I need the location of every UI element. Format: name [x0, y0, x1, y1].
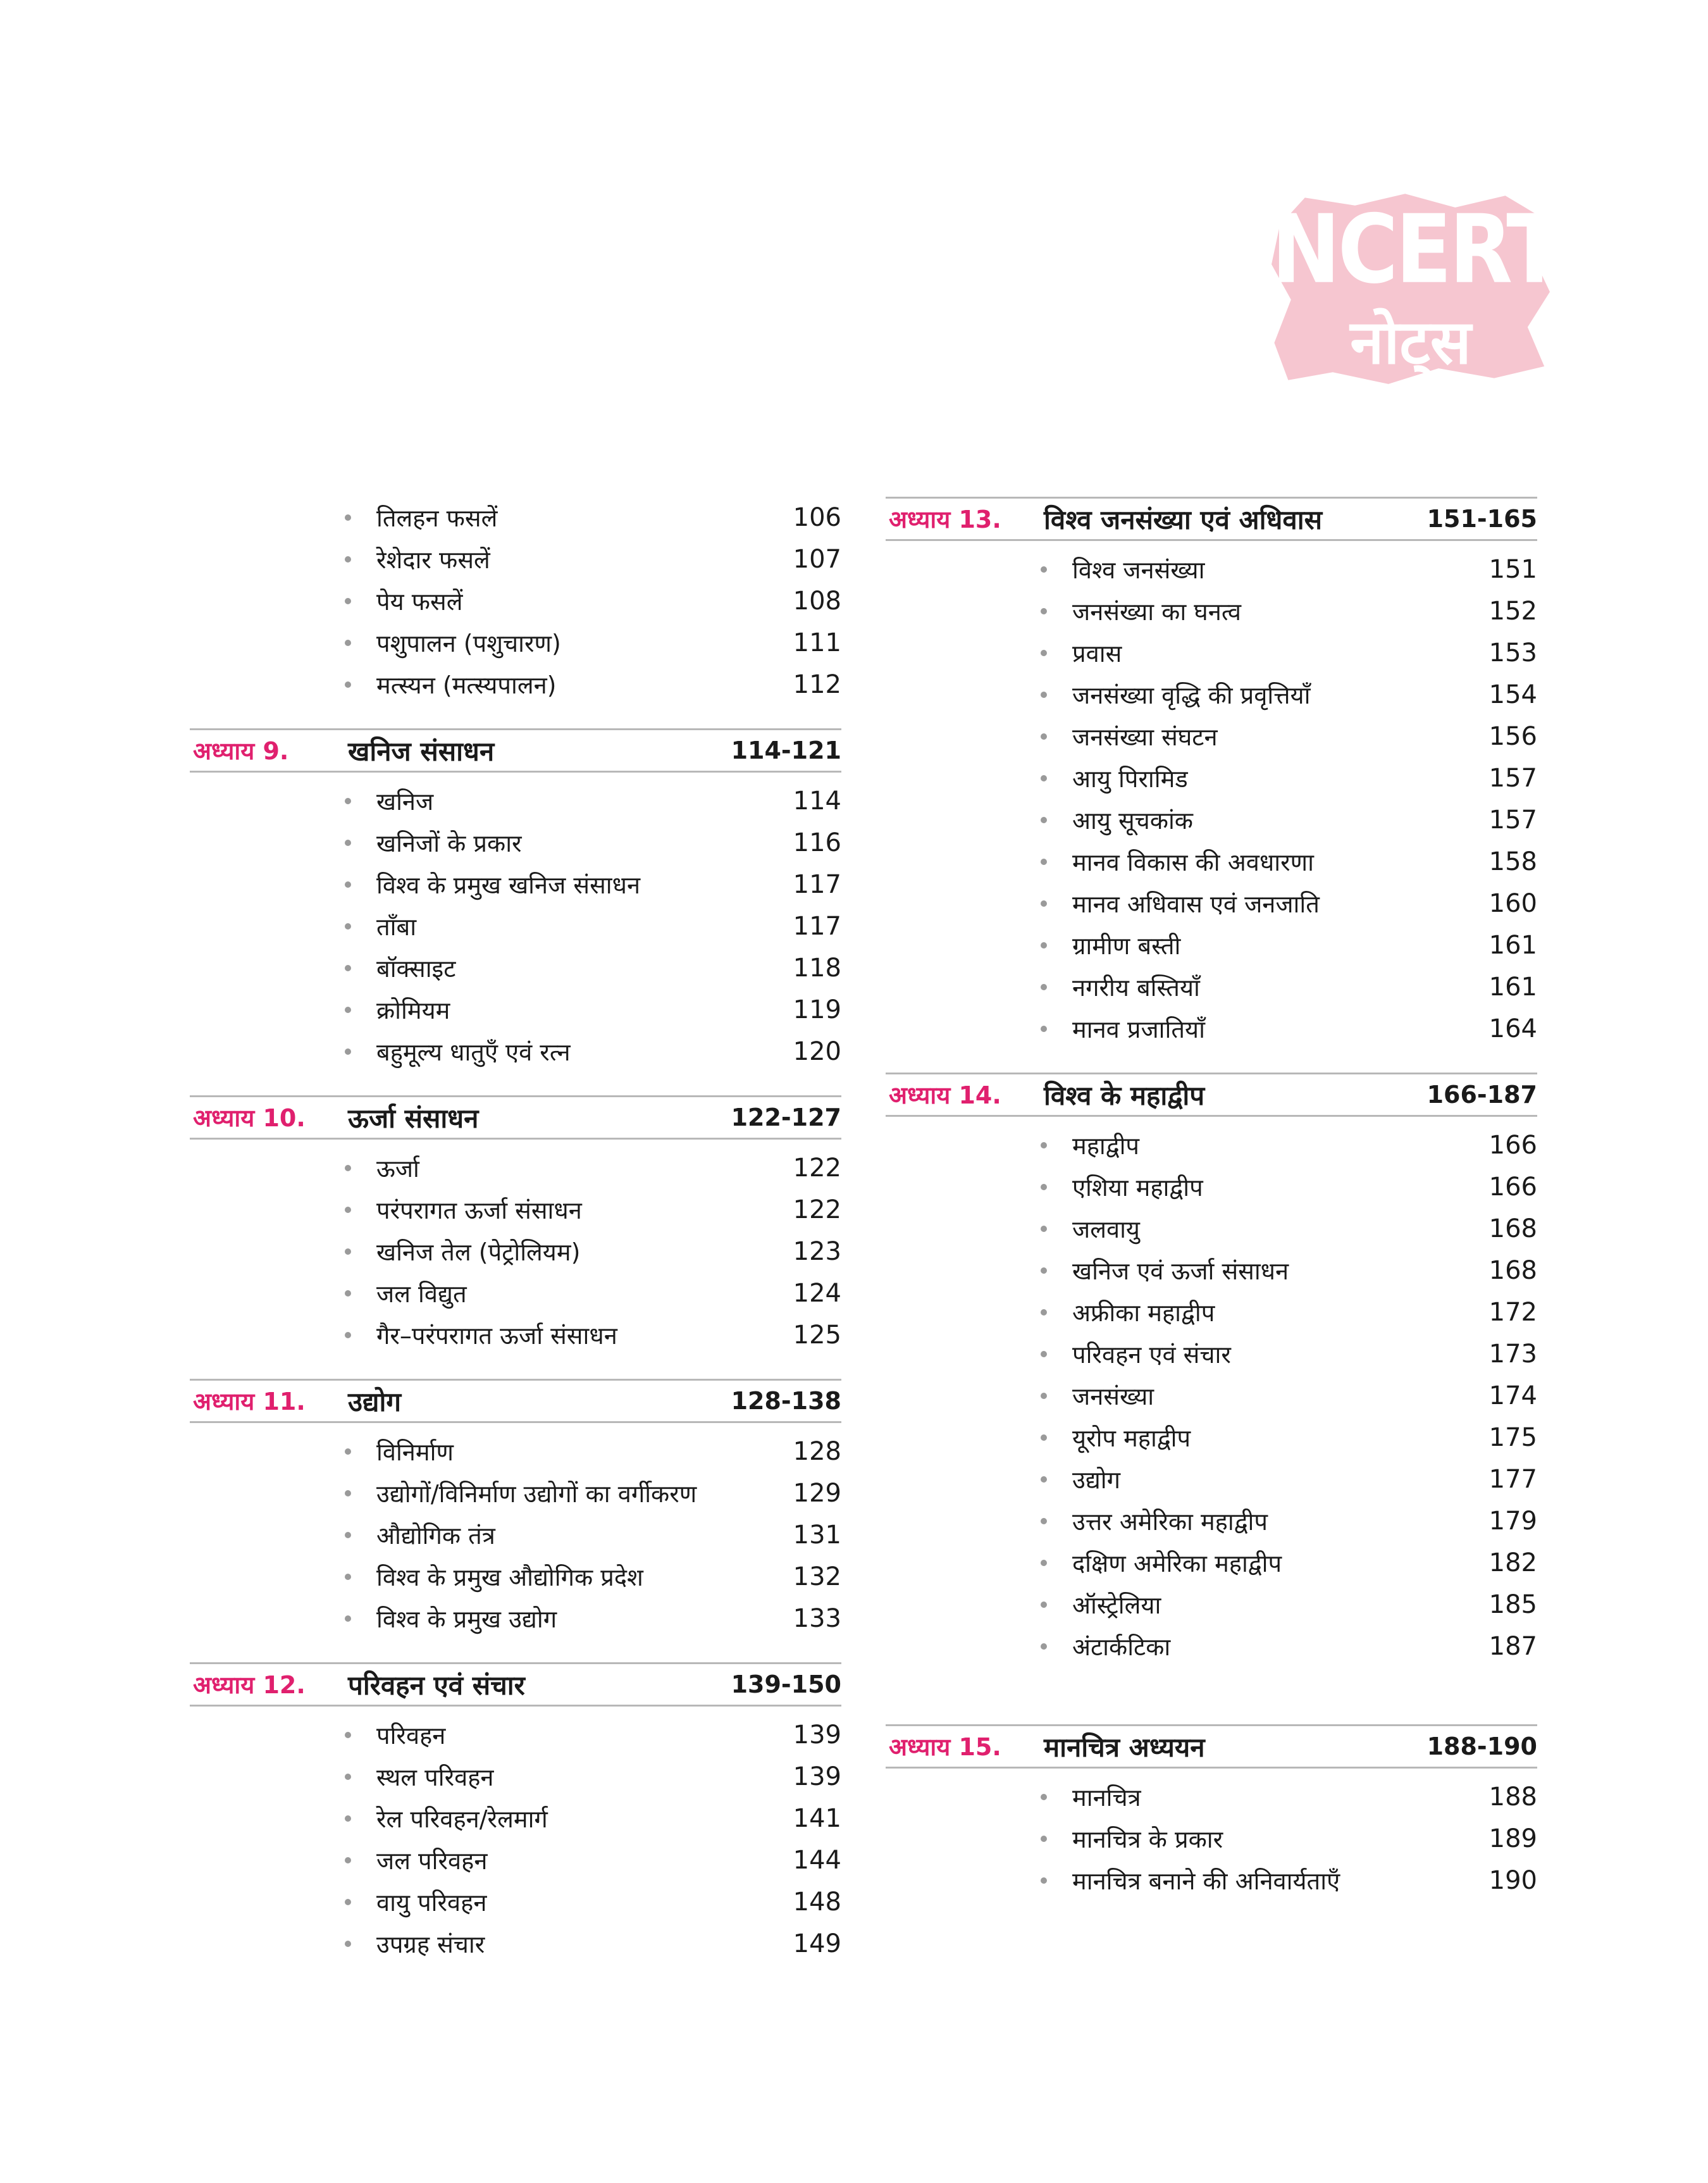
entry-page-number: 118 — [793, 954, 841, 983]
toc-entry — [886, 1818, 1537, 1860]
bullet-icon — [1041, 942, 1047, 948]
toc-entry — [886, 1500, 1537, 1542]
bullet-icon — [345, 598, 351, 604]
toc-entry — [886, 590, 1537, 632]
bullet-icon — [345, 1615, 351, 1622]
toc-entry — [190, 1031, 841, 1073]
chapter-title: विश्व जनसंख्या एवं अधिवास — [1044, 504, 1322, 535]
entry-title: जनसंख्या — [1072, 1383, 1154, 1410]
entry-title: परंपरागत ऊर्जा संसाधन — [376, 1197, 582, 1224]
entry-title: जलवायु — [1072, 1216, 1140, 1243]
toc-entry — [190, 1272, 841, 1314]
bullet-icon — [345, 923, 351, 930]
entry-title: खनिज एवं ऊर्जा संसाधन — [1072, 1257, 1289, 1285]
bullet-icon — [1041, 1351, 1047, 1357]
toc-entry — [190, 1714, 841, 1756]
bullet-icon — [1041, 1601, 1047, 1608]
bullet-icon — [1041, 692, 1047, 698]
entry-page-number: 152 — [1488, 597, 1537, 626]
entry-title: विश्व के प्रमुख उद्योग — [376, 1605, 557, 1633]
entry-title: आयु सूचकांक — [1072, 807, 1193, 835]
entry-title: तिलहन फसलें — [376, 504, 498, 532]
entry-title: रेशेदार फसलें — [376, 546, 490, 574]
toc-entry — [190, 538, 841, 580]
bullet-icon — [345, 1490, 351, 1496]
toc-entry — [886, 716, 1537, 757]
entry-title: जल विद्युत — [376, 1280, 467, 1308]
entry-page-number: 154 — [1488, 680, 1537, 709]
toc-entry — [190, 905, 841, 947]
chapter-number: अध्याय 15. — [889, 1733, 1001, 1761]
entry-title: ग्रामीण बस्ती — [1072, 932, 1181, 960]
entry-page-number: 112 — [793, 670, 841, 699]
bullet-icon — [345, 1207, 351, 1213]
toc-entry — [886, 1542, 1537, 1584]
toc-entry — [886, 924, 1537, 966]
toc-entry — [190, 1923, 841, 1965]
entry-title: मानचित्र — [1072, 1784, 1141, 1812]
entry-title: खनिज तेल (पेट्रोलियम) — [376, 1238, 581, 1266]
toc-entry — [886, 1417, 1537, 1458]
bullet-icon — [345, 1290, 351, 1297]
chapter-page-range: 128-138 — [731, 1387, 841, 1415]
chapter-page-range: 139-150 — [731, 1670, 841, 1698]
toc-entry — [190, 989, 841, 1031]
entry-title: अंटार्कटिका — [1072, 1633, 1171, 1661]
logo-text-hindi: नोट्स — [1350, 307, 1471, 378]
chapter-number: अध्याय 14. — [889, 1081, 1001, 1109]
toc-entry — [190, 1189, 841, 1231]
entry-page-number: 157 — [1488, 805, 1537, 835]
entry-title: परिवहन एवं संचार — [1072, 1341, 1231, 1369]
bullet-icon — [1041, 817, 1047, 823]
bullet-icon — [1041, 1267, 1047, 1274]
entry-title: विश्व के प्रमुख औद्योगिक प्रदेश — [376, 1564, 643, 1591]
chapter-title: उद्योग — [348, 1386, 402, 1417]
bullet-icon — [345, 798, 351, 804]
entry-page-number: 119 — [793, 995, 841, 1024]
toc-entry — [886, 1375, 1537, 1417]
toc-entry — [190, 1598, 841, 1639]
bullet-icon — [345, 1774, 351, 1780]
toc-entry — [886, 966, 1537, 1008]
entry-page-number: 179 — [1488, 1507, 1537, 1536]
entry-title: उत्तर अमेरिका महाद्वीप — [1072, 1508, 1268, 1536]
entry-page-number: 124 — [793, 1279, 841, 1308]
entry-title: मानव विकास की अवधारणा — [1072, 849, 1314, 876]
bullet-icon — [345, 556, 351, 563]
bullet-icon — [345, 1574, 351, 1580]
entry-page-number: 123 — [793, 1237, 841, 1266]
toc-left-column — [190, 497, 841, 1965]
toc-entry — [886, 632, 1537, 674]
bullet-icon — [1041, 1309, 1047, 1315]
ncert-notes-logo — [1272, 190, 1560, 386]
entry-page-number: 157 — [1488, 764, 1537, 793]
entry-page-number: 122 — [793, 1195, 841, 1224]
bullet-icon — [345, 1165, 351, 1171]
entry-title: पशुपालन (पशुचारण) — [376, 630, 561, 657]
chapter-heading — [886, 1724, 1537, 1769]
toc-entry — [886, 1626, 1537, 1667]
bullet-icon — [345, 1941, 351, 1947]
entry-title: परिवहन — [376, 1722, 446, 1750]
bullet-icon — [1041, 859, 1047, 865]
entry-title: औद्योगिक तंत्र — [376, 1522, 495, 1550]
bullet-icon — [1041, 1434, 1047, 1441]
bullet-icon — [1041, 1560, 1047, 1566]
toc-entry — [886, 1208, 1537, 1250]
entry-page-number: 139 — [793, 1762, 841, 1791]
chapter-page-range: 166-187 — [1426, 1081, 1537, 1109]
bullet-icon — [1041, 1393, 1047, 1399]
entry-page-number: 148 — [793, 1888, 841, 1917]
chapter-page-range: 151-165 — [1426, 505, 1537, 533]
toc-entry — [886, 674, 1537, 716]
entry-title: ऊर्जा — [376, 1155, 419, 1183]
toc-entry — [886, 1291, 1537, 1333]
chapter-number: अध्याय 12. — [193, 1671, 306, 1699]
entry-page-number: 156 — [1488, 722, 1537, 751]
bullet-icon — [1041, 1794, 1047, 1800]
toc-entry — [886, 1250, 1537, 1291]
bullet-icon — [1041, 1836, 1047, 1842]
entry-title: प्रवास — [1072, 640, 1122, 668]
chapter-number: अध्याय 10. — [193, 1104, 306, 1132]
bullet-icon — [345, 1815, 351, 1822]
bullet-icon — [1041, 984, 1047, 990]
entry-title: उद्योगों/विनिर्माण उद्योगों का वर्गीकरण — [376, 1480, 697, 1508]
entry-page-number: 182 — [1488, 1548, 1537, 1577]
chapter-page-range: 114-121 — [731, 737, 841, 764]
toc-right-column — [886, 497, 1537, 1901]
bullet-icon — [1041, 733, 1047, 740]
entry-page-number: 111 — [793, 628, 841, 657]
entry-title: नगरीय बस्तियाँ — [1072, 974, 1200, 1002]
toc-entry — [886, 883, 1537, 924]
entry-page-number: 188 — [1488, 1782, 1537, 1812]
bullet-icon — [345, 840, 351, 846]
bullet-icon — [1041, 1643, 1047, 1650]
entry-page-number: 172 — [1488, 1298, 1537, 1327]
entry-page-number: 185 — [1488, 1590, 1537, 1619]
toc-entry — [190, 1314, 841, 1356]
toc-entry — [190, 947, 841, 989]
chapter-title: विश्व के महाद्वीप — [1044, 1079, 1205, 1111]
bullet-icon — [1041, 1226, 1047, 1232]
entry-page-number: 173 — [1488, 1340, 1537, 1369]
bullet-icon — [345, 1448, 351, 1455]
toc-entry — [190, 664, 841, 706]
entry-page-number: 166 — [1488, 1131, 1537, 1160]
toc-entry — [190, 1472, 841, 1514]
entry-title: दक्षिण अमेरिका महाद्वीप — [1072, 1550, 1282, 1577]
entry-title: ऑस्ट्रेलिया — [1072, 1591, 1161, 1619]
entry-page-number: 174 — [1488, 1381, 1537, 1410]
bullet-icon — [345, 681, 351, 688]
bullet-icon — [1041, 1518, 1047, 1524]
bullet-icon — [345, 1857, 351, 1863]
bullet-icon — [1041, 1026, 1047, 1032]
bullet-icon — [345, 1332, 351, 1338]
chapter-title: ऊर्जा संसाधन — [348, 1102, 479, 1134]
toc-entry — [190, 622, 841, 664]
chapter-heading — [190, 1095, 841, 1140]
entry-title: जनसंख्या संघटन — [1072, 723, 1218, 751]
bullet-icon — [1041, 900, 1047, 907]
entry-title: एशिया महाद्वीप — [1072, 1174, 1203, 1202]
bullet-icon — [345, 640, 351, 646]
entry-page-number: 117 — [793, 870, 841, 899]
toc-entry — [190, 580, 841, 622]
entry-title: उपग्रह संचार — [376, 1931, 485, 1958]
entry-page-number: 106 — [793, 503, 841, 532]
entry-page-number: 133 — [793, 1604, 841, 1633]
entry-title: जनसंख्या वृद्धि की प्रवृत्तियाँ — [1072, 681, 1311, 709]
toc-entry — [190, 1556, 841, 1598]
entry-page-number: 175 — [1488, 1423, 1537, 1452]
entry-title: विश्व के प्रमुख खनिज संसाधन — [376, 871, 641, 899]
bullet-icon — [1041, 1877, 1047, 1884]
chapter-number: अध्याय 11. — [193, 1388, 306, 1415]
entry-page-number: 166 — [1488, 1172, 1537, 1202]
toc-entry — [886, 1166, 1537, 1208]
entry-page-number: 128 — [793, 1437, 841, 1466]
bullet-icon — [345, 965, 351, 971]
chapter-heading — [190, 1379, 841, 1423]
entry-page-number: 131 — [793, 1521, 841, 1550]
entry-title: मानव प्रजातियाँ — [1072, 1016, 1205, 1043]
entry-title: मानचित्र बनाने की अनिवार्यताएँ — [1072, 1867, 1340, 1895]
entry-page-number: 153 — [1488, 638, 1537, 668]
bullet-icon — [345, 1048, 351, 1055]
entry-title: अफ्रीका महाद्वीप — [1072, 1299, 1215, 1327]
entry-page-number: 158 — [1488, 847, 1537, 876]
entry-page-number: 161 — [1488, 973, 1537, 1002]
toc-entry — [190, 780, 841, 822]
chapter-heading — [190, 1662, 841, 1707]
entry-page-number: 161 — [1488, 931, 1537, 960]
toc-entry — [886, 1008, 1537, 1050]
entry-title: आयु पिरामिड — [1072, 765, 1188, 793]
chapter-title: खनिज संसाधन — [348, 735, 495, 767]
entry-title: बॉक्साइट — [376, 955, 456, 983]
toc-entry — [190, 1147, 841, 1189]
entry-title: बहुमूल्य धातुएँ एवं रत्न — [376, 1038, 571, 1066]
chapter-number: अध्याय 9. — [193, 737, 289, 765]
entry-page-number: 129 — [793, 1479, 841, 1508]
bullet-icon — [345, 514, 351, 521]
toc-entry — [190, 1514, 841, 1556]
bullet-icon — [1041, 1142, 1047, 1148]
entry-title: खनिजों के प्रकार — [376, 830, 522, 857]
entry-page-number: 122 — [793, 1154, 841, 1183]
chapter-heading — [886, 497, 1537, 541]
entry-title: रेल परिवहन/रेलमार्ग — [376, 1805, 548, 1833]
entry-title: वायु परिवहन — [376, 1889, 487, 1917]
bullet-icon — [345, 1732, 351, 1738]
entry-title: उद्योग — [1072, 1466, 1121, 1494]
bullet-icon — [345, 881, 351, 888]
bullet-icon — [1041, 1476, 1047, 1483]
toc-entry — [190, 822, 841, 864]
entry-page-number: 189 — [1488, 1824, 1537, 1853]
entry-page-number: 177 — [1488, 1465, 1537, 1494]
bullet-icon — [1041, 566, 1047, 573]
bullet-icon — [1041, 608, 1047, 614]
toc-entry — [190, 1431, 841, 1472]
entry-title: मानव अधिवास एवं जनजाति — [1072, 890, 1320, 918]
entry-page-number: 168 — [1488, 1214, 1537, 1243]
toc-entry — [190, 1839, 841, 1881]
toc-entry — [190, 1798, 841, 1839]
chapter-number: अध्याय 13. — [889, 506, 1001, 533]
entry-page-number: 190 — [1488, 1866, 1537, 1895]
bullet-icon — [1041, 775, 1047, 781]
logo-text-english: NCERT — [1272, 194, 1560, 305]
toc-entry — [886, 1458, 1537, 1500]
toc-entry — [886, 1333, 1537, 1375]
entry-title: स्थल परिवहन — [376, 1763, 494, 1791]
entry-page-number: 164 — [1488, 1014, 1537, 1043]
bullet-icon — [345, 1007, 351, 1013]
entry-title: क्रोमियम — [376, 997, 450, 1024]
toc-entry — [190, 1881, 841, 1923]
entry-title: पेय फसलें — [376, 588, 463, 616]
entry-page-number: 116 — [793, 828, 841, 857]
entry-title: खनिज — [376, 788, 434, 816]
entry-page-number: 151 — [1488, 555, 1537, 584]
entry-page-number: 120 — [793, 1037, 841, 1066]
entry-title: जल परिवहन — [376, 1847, 488, 1875]
chapter-page-range: 122-127 — [731, 1104, 841, 1131]
entry-page-number: 149 — [793, 1929, 841, 1958]
toc-entry — [886, 841, 1537, 883]
toc-entry — [190, 864, 841, 905]
entry-page-number: 160 — [1488, 889, 1537, 918]
toc-entry — [190, 497, 841, 538]
bullet-icon — [1041, 1184, 1047, 1190]
entry-page-number: 108 — [793, 587, 841, 616]
entry-title: ताँबा — [376, 913, 417, 941]
toc-entry — [886, 757, 1537, 799]
chapter-page-range: 188-190 — [1426, 1732, 1537, 1760]
toc-entry — [886, 549, 1537, 590]
chapter-heading — [886, 1073, 1537, 1117]
entry-page-number: 141 — [793, 1804, 841, 1833]
bullet-icon — [345, 1532, 351, 1538]
toc-entry — [886, 1860, 1537, 1901]
entry-page-number: 144 — [793, 1846, 841, 1875]
bullet-icon — [1041, 650, 1047, 656]
entry-title: यूरोप महाद्वीप — [1072, 1424, 1191, 1452]
entry-title: मानचित्र के प्रकार — [1072, 1825, 1223, 1853]
entry-page-number: 114 — [793, 787, 841, 816]
entry-title: महाद्वीप — [1072, 1132, 1140, 1160]
toc-entry — [886, 1584, 1537, 1626]
entry-page-number: 132 — [793, 1562, 841, 1591]
entry-title: जनसंख्या का घनत्व — [1072, 598, 1242, 626]
entry-title: गैर–परंपरागत ऊर्जा संसाधन — [376, 1322, 617, 1350]
entry-page-number: 139 — [793, 1720, 841, 1750]
toc-entry — [190, 1231, 841, 1272]
entry-page-number: 107 — [793, 545, 841, 574]
toc-entry — [190, 1756, 841, 1798]
entry-title: विनिर्माण — [376, 1438, 454, 1466]
chapter-title: परिवहन एवं संचार — [348, 1669, 525, 1701]
toc-entry — [886, 1776, 1537, 1818]
bullet-icon — [345, 1248, 351, 1255]
entry-page-number: 187 — [1488, 1632, 1537, 1661]
entry-page-number: 125 — [793, 1321, 841, 1350]
chapter-heading — [190, 728, 841, 773]
entry-page-number: 117 — [793, 912, 841, 941]
bullet-icon — [345, 1899, 351, 1905]
toc-entry — [886, 1124, 1537, 1166]
toc-entry — [886, 799, 1537, 841]
entry-page-number: 168 — [1488, 1256, 1537, 1285]
entry-title: विश्व जनसंख्या — [1072, 556, 1205, 584]
entry-title: मत्स्यन (मत्स्यपालन) — [376, 671, 557, 699]
chapter-title: मानचित्र अध्ययन — [1044, 1731, 1205, 1763]
